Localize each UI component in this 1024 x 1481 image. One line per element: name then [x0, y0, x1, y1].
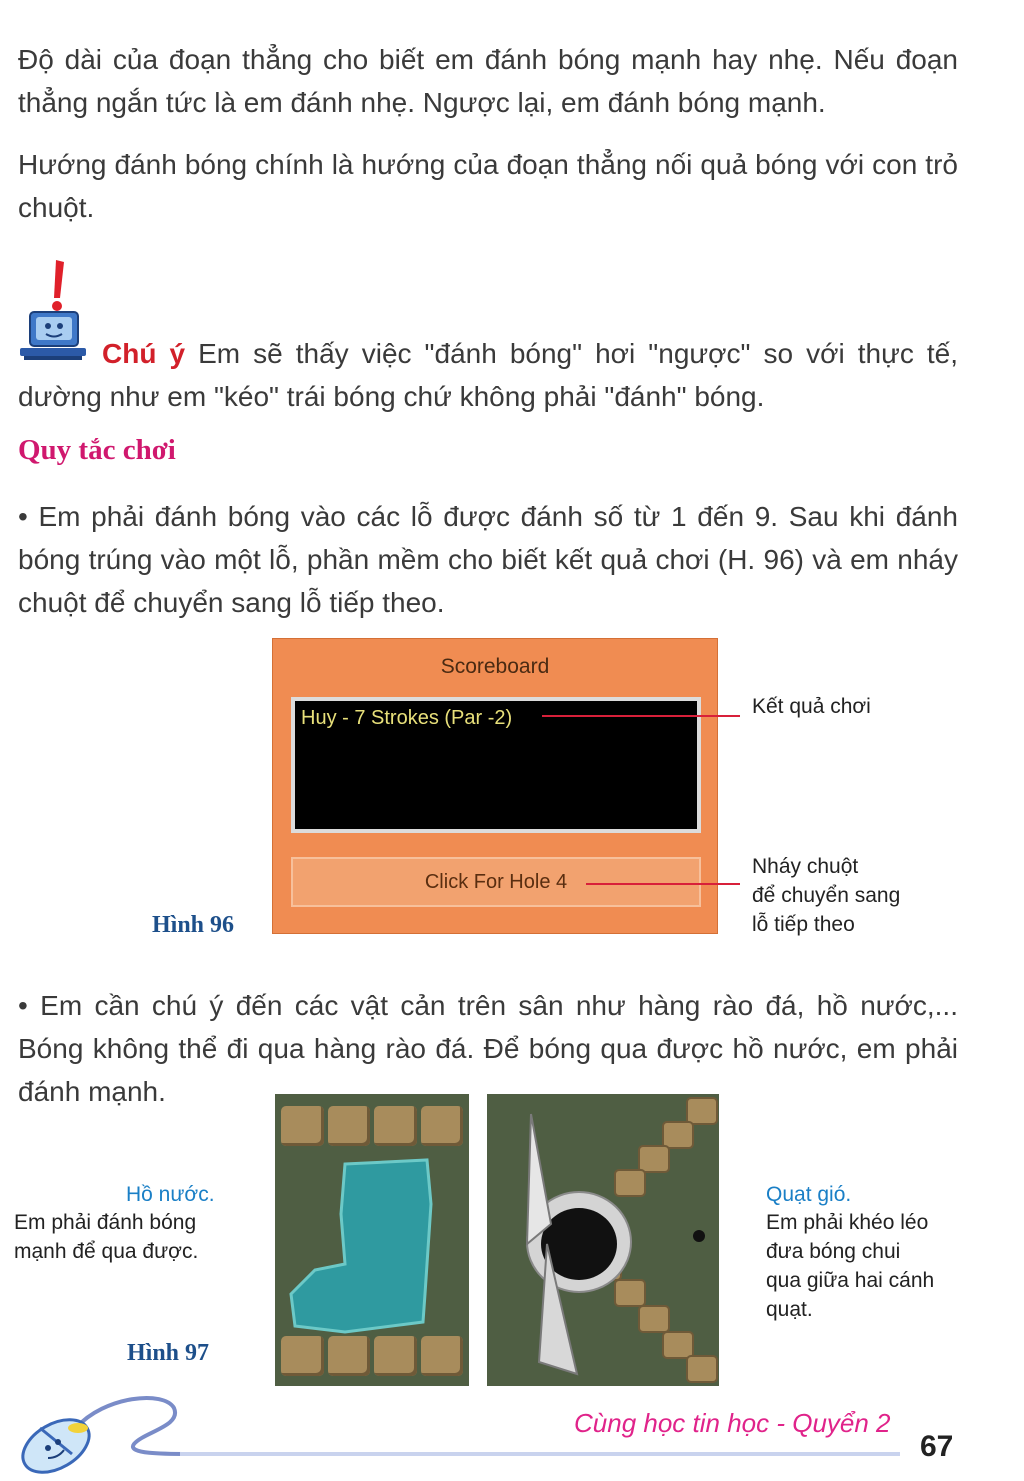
- label-click-line3: lỗ tiếp theo: [752, 913, 855, 936]
- bullet-obstacles: • Em cần chú ý đến các vật cản trên sân như hàng rào đá, hồ nước,... Bóng không thể đi qua hàng rào đá. Để bóng qua được hồ nước, em phải đánh mạnh.: [18, 984, 958, 1113]
- figure-96-caption: Hình 96: [152, 912, 235, 938]
- label-click-line1: Nháy chuột: [752, 855, 859, 878]
- result-text: Huy - 7 Strokes (Par -2): [301, 707, 513, 729]
- water-hazard-image: [275, 1094, 469, 1386]
- fan-obstacle-image: [487, 1094, 719, 1386]
- scoreboard-panel: [272, 638, 718, 934]
- label-click-line2: để chuyển sang: [752, 884, 901, 907]
- stone-fence-bottom: [275, 1336, 469, 1376]
- footer-book-title: Cùng học tin học - Quyển 2: [574, 1408, 891, 1438]
- fan-heading-text: Quạt gió.: [766, 1183, 852, 1206]
- water-line1: Em phải đánh bóng: [14, 1211, 197, 1234]
- note-lead: Chú ý: [102, 338, 186, 369]
- leader-line-result: [542, 715, 740, 717]
- footer-rule: [180, 1452, 900, 1456]
- scoreboard-title: Scoreboard: [440, 655, 550, 678]
- fan-scene: [487, 1094, 719, 1386]
- fan-heading: [766, 1180, 851, 1209]
- bullet-holes: • Em phải đánh bóng vào các lỗ được đánh số từ 1 đến 9. Sau khi đánh bóng trúng vào một lỗ, phần mềm cho biết kết quả chơi (H. 96) và em nháy chuột để chuyển sang lỗ tiếp theo.: [18, 495, 958, 624]
- water-line2: mạnh để qua được.: [14, 1240, 199, 1263]
- water-heading: [126, 1180, 215, 1209]
- page-number: 67: [920, 1430, 954, 1463]
- label-result: Kết quả chơi: [752, 695, 871, 718]
- figure-97-caption: Hình 97: [127, 1340, 210, 1366]
- water-heading-text: Hồ nước.: [126, 1183, 215, 1206]
- mouse-mascot-icon: [14, 1388, 194, 1476]
- fan-line3: qua giữa hai cánh: [766, 1269, 935, 1292]
- next-hole-button[interactable]: Click For Hole 4: [291, 857, 701, 907]
- fan-line4: quạt.: [766, 1298, 813, 1321]
- note-paragraph: [18, 332, 958, 418]
- fan-line2: đưa bóng chui: [766, 1240, 901, 1263]
- paragraph-stroke-length: Độ dài của đoạn thẳng cho biết em đánh bóng mạnh hay nhẹ. Nếu đoạn thẳng ngắn tức là em đánh nhẹ. Ngược lại, em đánh bóng mạnh.: [18, 44, 958, 118]
- section-heading: Quy tắc chơi: [18, 434, 176, 466]
- scoreboard-screen: [291, 697, 701, 833]
- paragraph-stroke-direction: Hướng đánh bóng chính là hướng của đoạn thẳng nối quả bóng với con trỏ chuột.: [18, 149, 958, 223]
- fan-line1: Em phải khéo léo: [766, 1211, 929, 1234]
- note-text: Em sẽ thấy việc "đánh bóng" hơi "ngược" so với thực tế, dường như em "kéo" trái bóng chứ không phải "đánh" bóng.: [18, 338, 958, 412]
- leader-line-button: [586, 883, 740, 885]
